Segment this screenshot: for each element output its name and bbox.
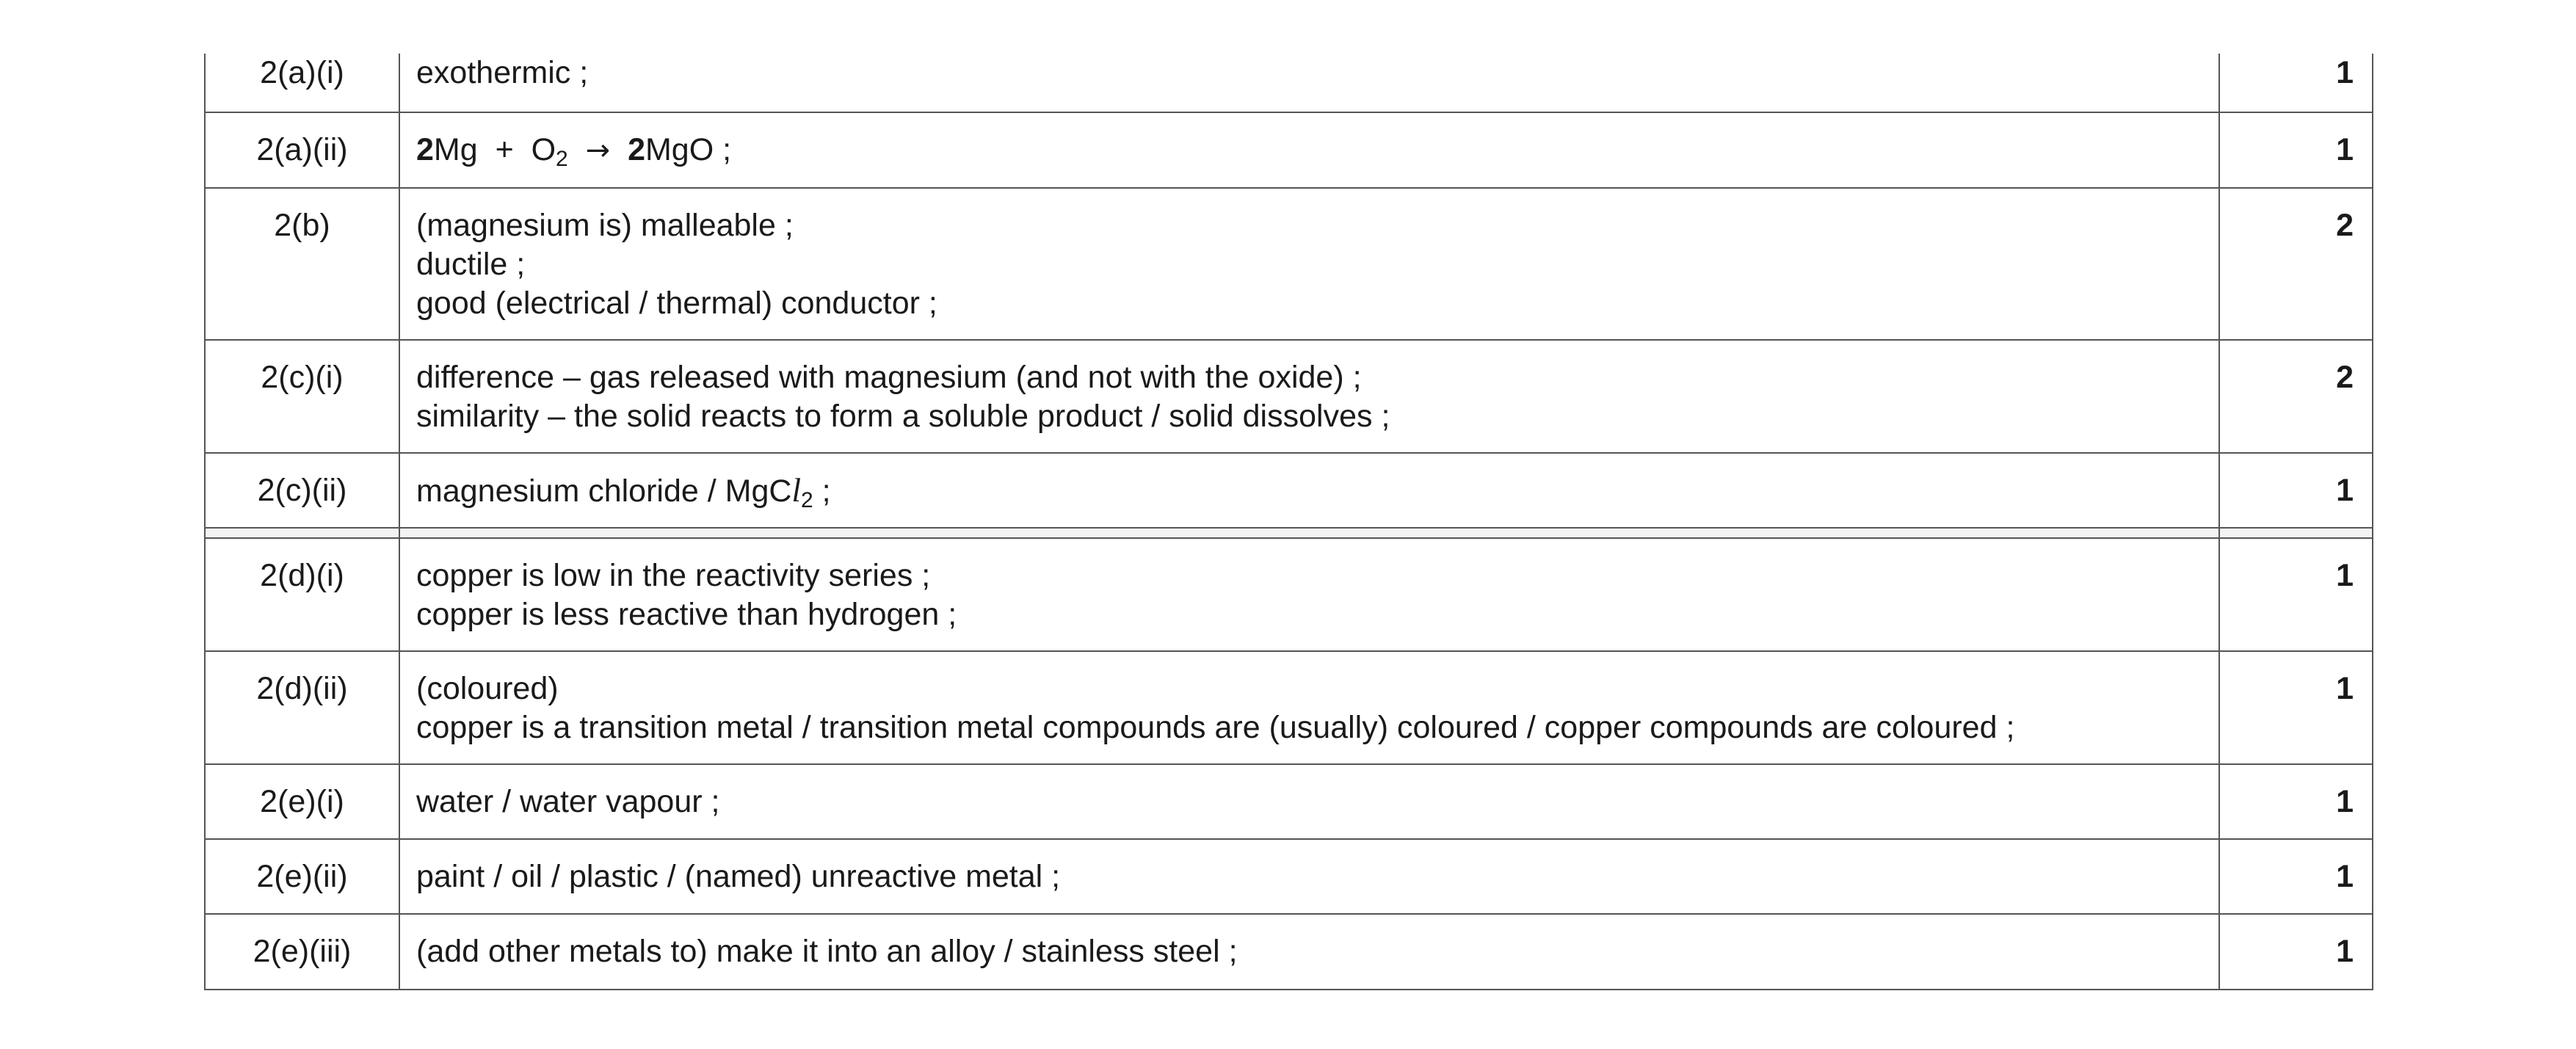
reactant: Mg bbox=[433, 132, 478, 167]
marks-value: 1 bbox=[2336, 55, 2354, 90]
question-number: 2(d)(ii) bbox=[256, 671, 348, 706]
table-row bbox=[205, 538, 2373, 651]
question-number: 2(c)(ii) bbox=[257, 473, 347, 508]
answer-line: exothermic ; bbox=[416, 55, 589, 90]
answer-line: ductile ; bbox=[416, 247, 526, 282]
marks-cell bbox=[2219, 112, 2373, 188]
question-number-cell bbox=[205, 54, 399, 112]
marks-value: 1 bbox=[2336, 859, 2354, 894]
marks-value: 1 bbox=[2336, 132, 2354, 167]
equation-line bbox=[416, 131, 2218, 170]
marks-cell bbox=[2219, 188, 2373, 340]
answer-line: difference – gas released with magnesium (and not with the oxide) ; bbox=[416, 360, 1362, 395]
mark-scheme-body bbox=[205, 54, 2373, 990]
question-number-cell bbox=[205, 188, 399, 340]
answer-cell bbox=[399, 112, 2219, 188]
question-number: 2(e)(ii) bbox=[256, 859, 348, 894]
answer-line: paint / oil / plastic / (named) unreactive metal ; bbox=[416, 859, 1061, 894]
reactant: O bbox=[531, 132, 556, 167]
answer-line: (coloured) bbox=[416, 671, 559, 706]
answer-line: water / water vapour ; bbox=[416, 784, 720, 819]
section-separator bbox=[205, 528, 2373, 538]
question-number-cell bbox=[205, 914, 399, 990]
answer-cell bbox=[399, 340, 2219, 453]
answer-tail: ; bbox=[813, 473, 831, 509]
marks-cell bbox=[2219, 538, 2373, 651]
answer-cell bbox=[399, 538, 2219, 651]
separator-cell bbox=[205, 528, 399, 538]
table-row bbox=[205, 340, 2373, 453]
table-row bbox=[205, 651, 2373, 764]
separator-cell bbox=[2219, 528, 2373, 538]
marks-value: 1 bbox=[2336, 558, 2354, 593]
question-number: 2(c)(i) bbox=[261, 360, 344, 395]
question-number: 2(e)(i) bbox=[260, 784, 344, 819]
marks-cell bbox=[2219, 54, 2373, 112]
question-number: 2(a)(i) bbox=[260, 55, 344, 90]
answer-line: copper is a transition metal / transition metal compounds are (usually) coloured / copper compounds are coloured ; bbox=[416, 710, 2015, 745]
reaction-arrow-icon: → bbox=[585, 134, 611, 167]
answer-cell bbox=[399, 188, 2219, 340]
question-number-cell bbox=[205, 538, 399, 651]
marks-value: 2 bbox=[2336, 360, 2354, 395]
answer-cell bbox=[399, 914, 2219, 990]
formula-line bbox=[416, 471, 2218, 511]
question-number: 2(b) bbox=[274, 208, 330, 243]
question-number-cell bbox=[205, 651, 399, 764]
marks-cell bbox=[2219, 839, 2373, 914]
table-row bbox=[205, 914, 2373, 990]
question-number: 2(d)(i) bbox=[260, 558, 344, 593]
marks-value: 1 bbox=[2336, 671, 2354, 706]
table-row bbox=[205, 839, 2373, 914]
answer-text: magnesium chloride / MgC bbox=[416, 473, 792, 509]
marks-cell bbox=[2219, 764, 2373, 839]
marks-cell bbox=[2219, 914, 2373, 990]
marks-cell bbox=[2219, 651, 2373, 764]
answer-line: (add other metals to) make it into an alloy / stainless steel ; bbox=[416, 934, 1238, 969]
answer-line: copper is low in the reactivity series ; bbox=[416, 558, 931, 593]
question-number-cell bbox=[205, 340, 399, 453]
subscript: 2 bbox=[556, 147, 568, 171]
question-number-cell bbox=[205, 839, 399, 914]
subscript: 2 bbox=[800, 488, 813, 512]
marks-cell bbox=[2219, 340, 2373, 453]
table-row bbox=[205, 764, 2373, 839]
marks-value: 1 bbox=[2336, 473, 2354, 508]
table-row bbox=[205, 453, 2373, 528]
marks-value: 1 bbox=[2336, 934, 2354, 969]
answer-cell bbox=[399, 651, 2219, 764]
question-number-cell bbox=[205, 112, 399, 188]
table-row bbox=[205, 188, 2373, 340]
question-number-cell bbox=[205, 453, 399, 528]
answer-line: similarity – the solid reacts to form a soluble product / solid dissolves ; bbox=[416, 399, 1390, 434]
mark-scheme-table bbox=[204, 54, 2373, 990]
answer-cell bbox=[399, 839, 2219, 914]
plus-sign: + bbox=[495, 132, 514, 167]
product: MgO ; bbox=[645, 132, 732, 167]
table-row bbox=[205, 54, 2373, 112]
separator-cell bbox=[399, 528, 2219, 538]
answer-cell bbox=[399, 54, 2219, 112]
question-number: 2(a)(ii) bbox=[256, 132, 348, 167]
marks-cell bbox=[2219, 453, 2373, 528]
answer-line: (magnesium is) malleable ; bbox=[416, 208, 794, 243]
coefficient: 2 bbox=[628, 132, 645, 167]
coefficient: 2 bbox=[416, 132, 434, 167]
answer-cell bbox=[399, 453, 2219, 528]
chlorine-l: l bbox=[791, 472, 801, 509]
marks-value: 2 bbox=[2336, 208, 2354, 243]
marks-value: 1 bbox=[2336, 784, 2354, 819]
table-row bbox=[205, 112, 2373, 188]
question-number-cell bbox=[205, 764, 399, 839]
answer-cell bbox=[399, 764, 2219, 839]
answer-line: copper is less reactive than hydrogen ; bbox=[416, 597, 957, 632]
answer-line: good (electrical / thermal) conductor ; bbox=[416, 286, 937, 321]
question-number: 2(e)(iii) bbox=[253, 934, 352, 969]
